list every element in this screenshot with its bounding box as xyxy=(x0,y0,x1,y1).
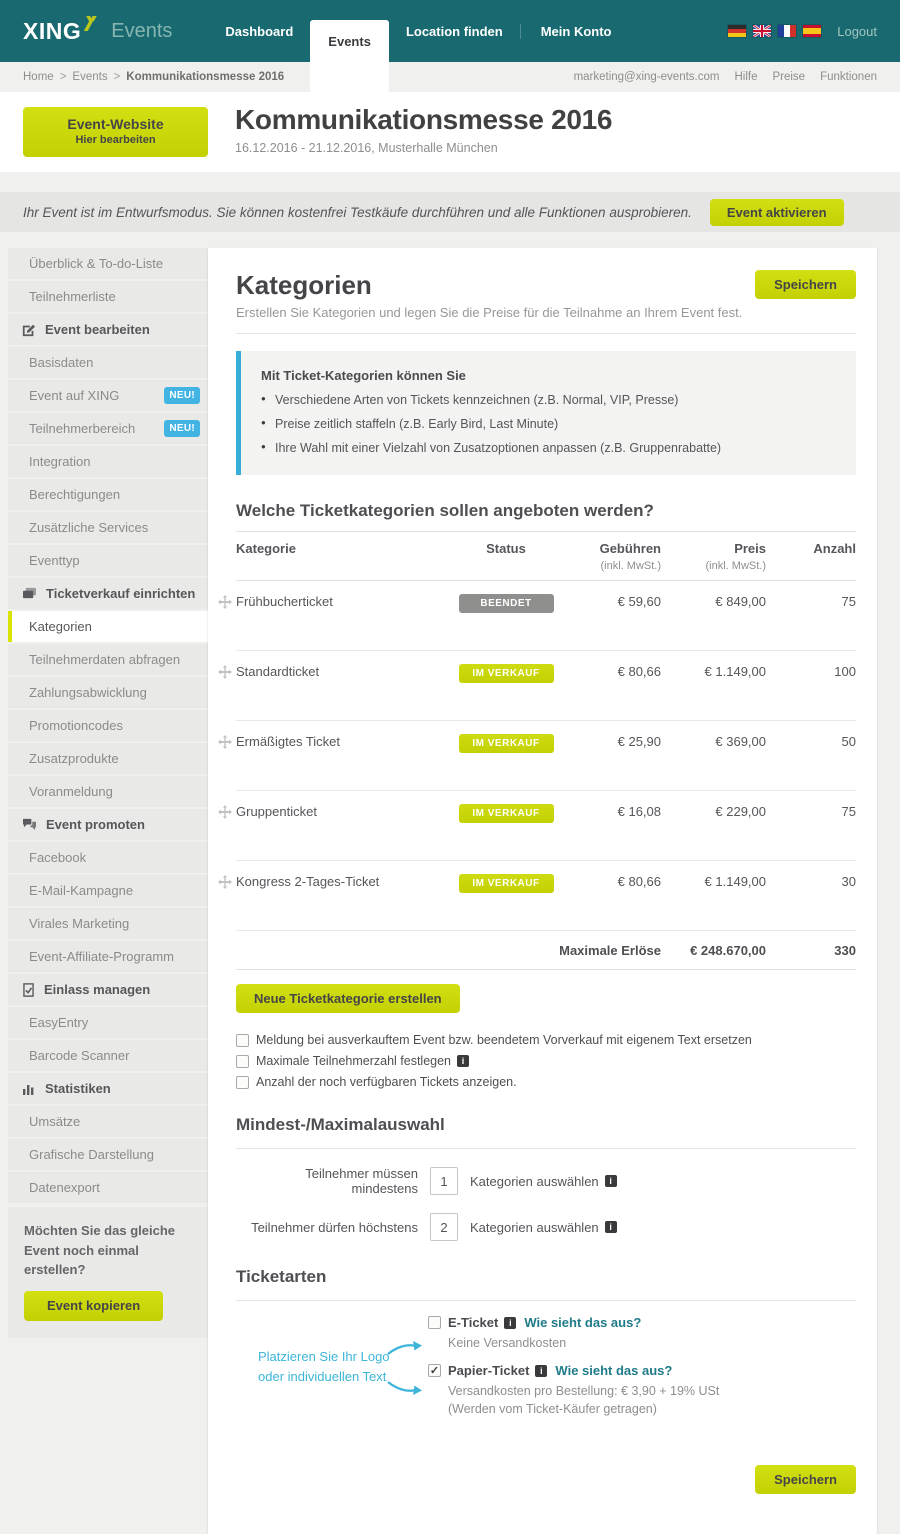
drag-handle-icon[interactable] xyxy=(218,735,232,749)
sidebar-item-label: E-Mail-Kampagne xyxy=(29,883,134,898)
minmax-label: Teilnehmer dürfen höchstens xyxy=(251,1219,418,1235)
ticket-type-details xyxy=(448,1334,856,1352)
ticket-type-checkbox[interactable] xyxy=(428,1364,441,1377)
language-flags xyxy=(728,25,821,37)
event-date-location: 16.12.2016 - 21.12.2016, Musterhalle München xyxy=(235,141,498,155)
sidebar-item-event-bearbeiten xyxy=(8,314,208,345)
bottom-save-row xyxy=(236,1465,856,1494)
ticket-category-rows xyxy=(236,581,856,931)
category-price: € 369,00 xyxy=(715,734,766,749)
top-link-marketing-xing-events-com[interactable]: marketing@xing-events.com xyxy=(573,71,720,83)
minmax-label: Teilnehmer müssen mindestens xyxy=(305,1166,418,1196)
divider xyxy=(236,1300,856,1301)
minmax-suffix xyxy=(470,1174,617,1189)
minmax-heading: Mindest-/Maximalauswahl xyxy=(236,1115,445,1134)
top-link-preise[interactable]: Preise xyxy=(772,71,806,83)
drag-handle-icon[interactable] xyxy=(218,595,232,609)
info-icon: i xyxy=(535,1365,547,1377)
nav-right xyxy=(728,24,877,39)
sidebar-item-label: Berechtigungen xyxy=(29,487,121,502)
table-row xyxy=(236,791,856,861)
sidebar-item-zahlungsabwicklung[interactable] xyxy=(8,677,208,708)
sidebar-item-label: Event promoten xyxy=(46,817,145,832)
option-checkbox[interactable] xyxy=(236,1076,249,1089)
sidebar-item-statistiken xyxy=(8,1073,208,1104)
sidebar-item-label: Überblick & To-do-Liste xyxy=(29,256,164,271)
logo-annotation-line2: oder individuellen Text xyxy=(258,1369,387,1385)
sidebar-item-grafische-darstellung[interactable] xyxy=(8,1139,208,1170)
breadcrumb-separator: > xyxy=(59,71,67,83)
sidebar-item-easyentry[interactable] xyxy=(8,1007,208,1038)
sidebar-item-event-auf-xing[interactable] xyxy=(8,380,208,411)
sidebar-item-voranmeldung[interactable] xyxy=(8,776,208,807)
total-count: 330 xyxy=(834,943,856,958)
ticket-type-label: Papier-Ticket xyxy=(448,1363,530,1379)
nav-item-dashboard[interactable]: Dashboard xyxy=(225,23,294,39)
sidebar-item-label: Teilnehmerbereich xyxy=(29,421,136,436)
sidebar-item-label: Zahlungsabwicklung xyxy=(29,685,147,700)
status-badge: IM VERKAUF xyxy=(459,874,554,893)
table-row xyxy=(236,721,856,791)
category-fee: € 16,08 xyxy=(617,804,661,819)
info-box xyxy=(236,351,856,475)
info-icon: i xyxy=(605,1175,617,1187)
ticket-types xyxy=(428,1315,856,1418)
ticket-type-detail-line: Keine Versandkosten xyxy=(448,1336,567,1350)
event-title: Kommunikationsmesse 2016 xyxy=(235,104,613,135)
option-label: Anzahl der noch verfügbaren Tickets anzeigen. xyxy=(256,1075,517,1089)
category-options xyxy=(236,1033,856,1089)
sidebar-item-facebook[interactable] xyxy=(8,842,208,873)
sidebar-item-label: Umsätze xyxy=(29,1114,81,1129)
british-flag[interactable] xyxy=(753,25,771,37)
sidebar-item-teilnehmerbereich[interactable] xyxy=(8,413,208,444)
annotation-arrow-down-icon xyxy=(386,1379,424,1397)
draft-notice-text: Ihr Event ist im Entwurfsmodus. Sie können kostenfrei Testkäufe durchführen und alle Funktionen ausprobieren. xyxy=(23,204,692,220)
ticketarten-section xyxy=(236,1315,856,1427)
breadcrumb-events[interactable]: Events xyxy=(72,71,108,83)
sidebar-item-label: Zusätzliche Services xyxy=(29,520,149,535)
ticket-type-details xyxy=(448,1382,856,1418)
breadcrumb xyxy=(23,71,284,83)
category-name: Ermäßigtes Ticket xyxy=(236,734,341,749)
french-flag[interactable] xyxy=(778,25,796,37)
brand-events-label: Events xyxy=(111,19,173,42)
bar-chart-icon xyxy=(22,1083,36,1095)
minmax-input[interactable] xyxy=(430,1167,458,1195)
ticket-type-label: E-Ticket xyxy=(448,1315,499,1330)
logo-annotation xyxy=(258,1347,390,1387)
sidebar-item-label: Zusatzprodukte xyxy=(29,751,119,766)
sidebar-item-label: Teilnehmerdaten abfragen xyxy=(29,652,181,667)
sidebar-item-label: Basisdaten xyxy=(29,355,94,370)
status-badge: IM VERKAUF xyxy=(459,734,554,753)
category-count: 75 xyxy=(841,594,856,609)
page-subtitle: Erstellen Sie Kategorien und legen Sie die Preise für die Teilnahme an Ihrem Event fest. xyxy=(236,305,743,320)
sidebar-item-eventtyp[interactable] xyxy=(8,545,208,576)
table-section-heading: Welche Ticketkategorien sollen angeboten werden? xyxy=(236,501,654,520)
annotation-arrow-up-icon xyxy=(386,1339,424,1357)
logout-link[interactable]: Logout xyxy=(837,23,877,39)
top-navbar xyxy=(0,0,900,62)
ticket-type-preview-link[interactable]: Wie sieht das aus? xyxy=(524,1315,642,1330)
sidebar-item-virales-marketing[interactable] xyxy=(8,908,208,939)
minmax-rows xyxy=(236,1166,856,1241)
german-flag[interactable] xyxy=(728,25,746,37)
category-status xyxy=(451,594,561,650)
sidebar-item-label: Statistiken xyxy=(45,1081,111,1096)
nav-item-events[interactable]: Events xyxy=(310,20,389,92)
col-status: Status xyxy=(486,541,526,556)
event-website-button-line2: Hier bearbeiten xyxy=(75,134,156,146)
status-badge: IM VERKAUF xyxy=(459,804,554,823)
nav-item-location-finden[interactable]: Location finden xyxy=(405,23,503,39)
col-anzahl: Anzahl xyxy=(813,541,856,556)
sidebar-item-zus-tzliche-services[interactable] xyxy=(8,512,208,543)
category-fee: € 25,90 xyxy=(617,734,661,749)
col-kategorie: Kategorie xyxy=(236,541,296,556)
save-button-top[interactable]: Speichern xyxy=(755,270,856,299)
sidebar-item-label: Datenexport xyxy=(29,1180,100,1195)
status-badge: IM VERKAUF xyxy=(459,664,554,683)
category-fee: € 80,66 xyxy=(617,664,661,679)
sidebar-item-ticketverkauf-einrichten xyxy=(8,578,208,609)
page-title: Kategorien xyxy=(236,270,372,300)
category-count: 100 xyxy=(834,664,856,679)
info-icon: i xyxy=(457,1055,469,1067)
sidebar-item-label: Promotioncodes xyxy=(29,718,123,733)
option-label: Maximale Teilnehmerzahl festlegen xyxy=(256,1054,452,1068)
table-header xyxy=(236,531,856,581)
ticket-type-preview-link[interactable]: Wie sieht das aus? xyxy=(555,1363,673,1379)
sidebar-item-label: Event-Affiliate-Programm xyxy=(29,949,174,964)
info-box-bullets xyxy=(261,393,836,455)
info-bullet: ● Verschiedene Arten von Tickets kennzeichnen (z.B. Normal, VIP, Presse) xyxy=(261,393,836,407)
option-row xyxy=(236,1075,856,1089)
sidebar-item-barcode-scanner[interactable] xyxy=(8,1040,208,1071)
ticket-type-papier-ticket xyxy=(428,1363,856,1418)
sidebar-item-label: Integration xyxy=(29,454,91,469)
sidebar-item-event-affiliate-programm[interactable] xyxy=(8,941,208,972)
breadcrumb-kommunikationsmesse-2016: Kommunikationsmesse 2016 xyxy=(126,71,285,83)
category-count: 75 xyxy=(841,804,856,819)
xing-logo-text: XING xyxy=(23,17,82,44)
ticket-type-checkbox[interactable] xyxy=(428,1316,441,1329)
chat-icon xyxy=(22,818,37,831)
sidebar-item-label: Einlass managen xyxy=(44,982,151,997)
category-status xyxy=(451,874,561,930)
event-website-button[interactable] xyxy=(23,107,208,157)
total-price: € 248.670,00 xyxy=(690,943,766,958)
sidebar-footer xyxy=(8,1207,208,1338)
sidebar-item-berechtigungen[interactable] xyxy=(8,479,208,510)
breadcrumb-home[interactable]: Home xyxy=(23,71,54,83)
ticket-type-detail-line: (Werden vom Ticket-Käufer getragen) xyxy=(448,1402,657,1417)
ticketarten-heading: Ticketarten xyxy=(236,1267,327,1286)
event-website-button-line1: Event-Website xyxy=(67,116,164,132)
minmax-suffix-text: Kategorien auswählen xyxy=(470,1219,599,1235)
col-preis: Preis (inkl. MwSt.) xyxy=(661,541,766,572)
sidebar-item-integration[interactable] xyxy=(8,446,208,477)
sidebar-item-event-promoten xyxy=(8,809,208,840)
drag-handle-icon[interactable] xyxy=(218,805,232,819)
sidebar-item-e-mail-kampagne[interactable] xyxy=(8,875,208,906)
option-row xyxy=(236,1033,856,1047)
sidebar-item-label: Kategorien xyxy=(29,619,92,634)
total-label: Maximale Erlöse xyxy=(559,943,661,958)
minmax-row xyxy=(236,1166,856,1196)
minmax-row xyxy=(236,1213,856,1241)
sidebar-item-label: Teilnehmerliste xyxy=(29,289,116,304)
edit-icon xyxy=(22,323,36,337)
sidebar-item-label: Event auf XING xyxy=(29,388,120,403)
main-nav xyxy=(208,0,628,62)
category-fee: € 59,60 xyxy=(617,594,661,609)
category-status xyxy=(451,734,561,790)
sidebar-item-label: Voranmeldung xyxy=(29,784,113,799)
category-price: € 229,00 xyxy=(715,804,766,819)
sidebar-item-teilnehmerdaten-abfragen[interactable] xyxy=(8,644,208,675)
xing-logo-mark xyxy=(83,16,98,37)
category-price: € 849,00 xyxy=(715,594,766,609)
col-gebuehren-note: (inkl. MwSt.) xyxy=(600,560,661,572)
info-icon: i xyxy=(504,1317,516,1329)
xing-events-logo[interactable] xyxy=(23,17,173,44)
copy-event-question: Möchten Sie das gleiche Event noch einmal erstellen? xyxy=(24,1223,175,1277)
event-title-block xyxy=(235,104,612,155)
content-columns xyxy=(0,248,900,1534)
category-count: 50 xyxy=(841,734,856,749)
sidebar-item-label: Barcode Scanner xyxy=(29,1048,130,1063)
ticket-type-detail-line: Versandkosten pro Bestellung: € 3,90 + 19% USt xyxy=(448,1384,720,1399)
logo-annotation-line1: Platzieren Sie Ihr Logo xyxy=(258,1349,390,1364)
sidebar-item-basisdaten[interactable] xyxy=(8,347,208,378)
category-status xyxy=(451,664,561,720)
sidebar-item-label: EasyEntry xyxy=(29,1015,89,1030)
main-header-row xyxy=(236,270,856,301)
ticket-type-header xyxy=(428,1315,856,1330)
divider xyxy=(236,333,856,334)
info-bullet: ● Ihre Wahl mit einer Vielzahl von Zusatzoptionen anpassen (z.B. Gruppenrabatte) xyxy=(261,441,836,455)
main-panel xyxy=(208,248,877,1534)
sidebar-item-datenexport[interactable] xyxy=(8,1172,208,1203)
option-row xyxy=(236,1054,856,1068)
clipboard-check-icon xyxy=(22,983,35,997)
info-bullet: ● Preise zeitlich staffeln (z.B. Early Bird, Last Minute) xyxy=(261,417,836,431)
page-header xyxy=(0,92,900,172)
divider xyxy=(236,1148,856,1149)
category-count: 30 xyxy=(841,874,856,889)
sidebar-item-label: Virales Marketing xyxy=(29,916,130,931)
category-fee: € 80,66 xyxy=(617,874,661,889)
col-gebuehren: Gebühren (inkl. MwSt.) xyxy=(561,541,661,572)
category-price: € 1.149,00 xyxy=(704,874,766,889)
option-checkbox[interactable] xyxy=(236,1055,249,1068)
sidebar-item-label: Grafische Darstellung xyxy=(29,1147,154,1162)
nav-item-mein-konto[interactable]: Mein Konto xyxy=(520,24,629,39)
col-preis-note: (inkl. MwSt.) xyxy=(705,560,766,572)
drag-handle-icon[interactable] xyxy=(218,875,232,889)
ticket-type-e-ticket xyxy=(428,1315,856,1352)
ticket-type-header xyxy=(428,1363,856,1378)
breadcrumb-separator: > xyxy=(113,71,121,83)
info-box-heading: Mit Ticket-Kategorien können Sie xyxy=(261,368,466,383)
neu-badge: NEU! xyxy=(164,387,200,404)
sidebar-item-label: Ticketverkauf einrichten xyxy=(46,586,196,601)
minmax-suffix xyxy=(470,1220,617,1235)
top-link-funktionen[interactable]: Funktionen xyxy=(820,71,877,83)
sidebar-item-ums-tze[interactable] xyxy=(8,1106,208,1137)
sidebar-item-teilnehmerliste[interactable] xyxy=(8,281,208,312)
top-link-hilfe[interactable]: Hilfe xyxy=(734,71,758,83)
category-price: € 1.149,00 xyxy=(704,664,766,679)
minmax-suffix-text: Kategorien auswählen xyxy=(470,1173,599,1189)
create-category-button[interactable]: Neue Ticketkategorie erstellen xyxy=(236,984,460,1013)
table-row xyxy=(236,861,856,931)
minmax-input[interactable] xyxy=(430,1213,458,1241)
table-total-row xyxy=(236,931,856,970)
neu-badge: NEU! xyxy=(164,420,200,437)
category-name: Kongress 2-Tages-Ticket xyxy=(236,874,380,889)
sidebar-item-label: Facebook xyxy=(29,850,87,865)
drag-handle-icon[interactable] xyxy=(218,665,232,679)
activate-event-button[interactable]: Event aktivieren xyxy=(710,199,844,226)
sidebar-item-berblick-to-do-liste[interactable] xyxy=(8,248,208,279)
option-checkbox[interactable] xyxy=(236,1034,249,1047)
save-button-bottom[interactable]: Speichern xyxy=(755,1465,856,1494)
account-links xyxy=(574,71,877,83)
sidebar-item-kategorien[interactable] xyxy=(8,611,208,642)
status-badge: BEENDET xyxy=(459,594,554,613)
sidebar xyxy=(8,248,208,1338)
table-row xyxy=(236,581,856,651)
table-row xyxy=(236,651,856,721)
sidebar-item-promotioncodes[interactable] xyxy=(8,710,208,741)
category-name: Frühbucherticket xyxy=(236,594,333,609)
copy-event-button[interactable]: Event kopieren xyxy=(24,1291,163,1321)
spanish-flag[interactable] xyxy=(803,25,821,37)
breadcrumb-bar xyxy=(0,62,900,92)
sidebar-item-zusatzprodukte[interactable] xyxy=(8,743,208,774)
sidebar-item-einlass-managen xyxy=(8,974,208,1005)
sidebar-item-label: Event bearbeiten xyxy=(45,322,150,337)
sidebar-items xyxy=(8,248,208,1203)
category-status xyxy=(451,804,561,860)
info-icon: i xyxy=(605,1221,617,1233)
draft-notice-bar xyxy=(0,192,900,232)
category-name: Gruppenticket xyxy=(236,804,317,819)
tickets-icon xyxy=(22,587,37,600)
sidebar-item-label: Eventtyp xyxy=(29,553,80,568)
category-name: Standardticket xyxy=(236,664,320,679)
spacer xyxy=(0,172,900,192)
option-label: Meldung bei ausverkauftem Event bzw. beendetem Vorverkauf mit eigenem Text ersetzen xyxy=(256,1033,752,1047)
